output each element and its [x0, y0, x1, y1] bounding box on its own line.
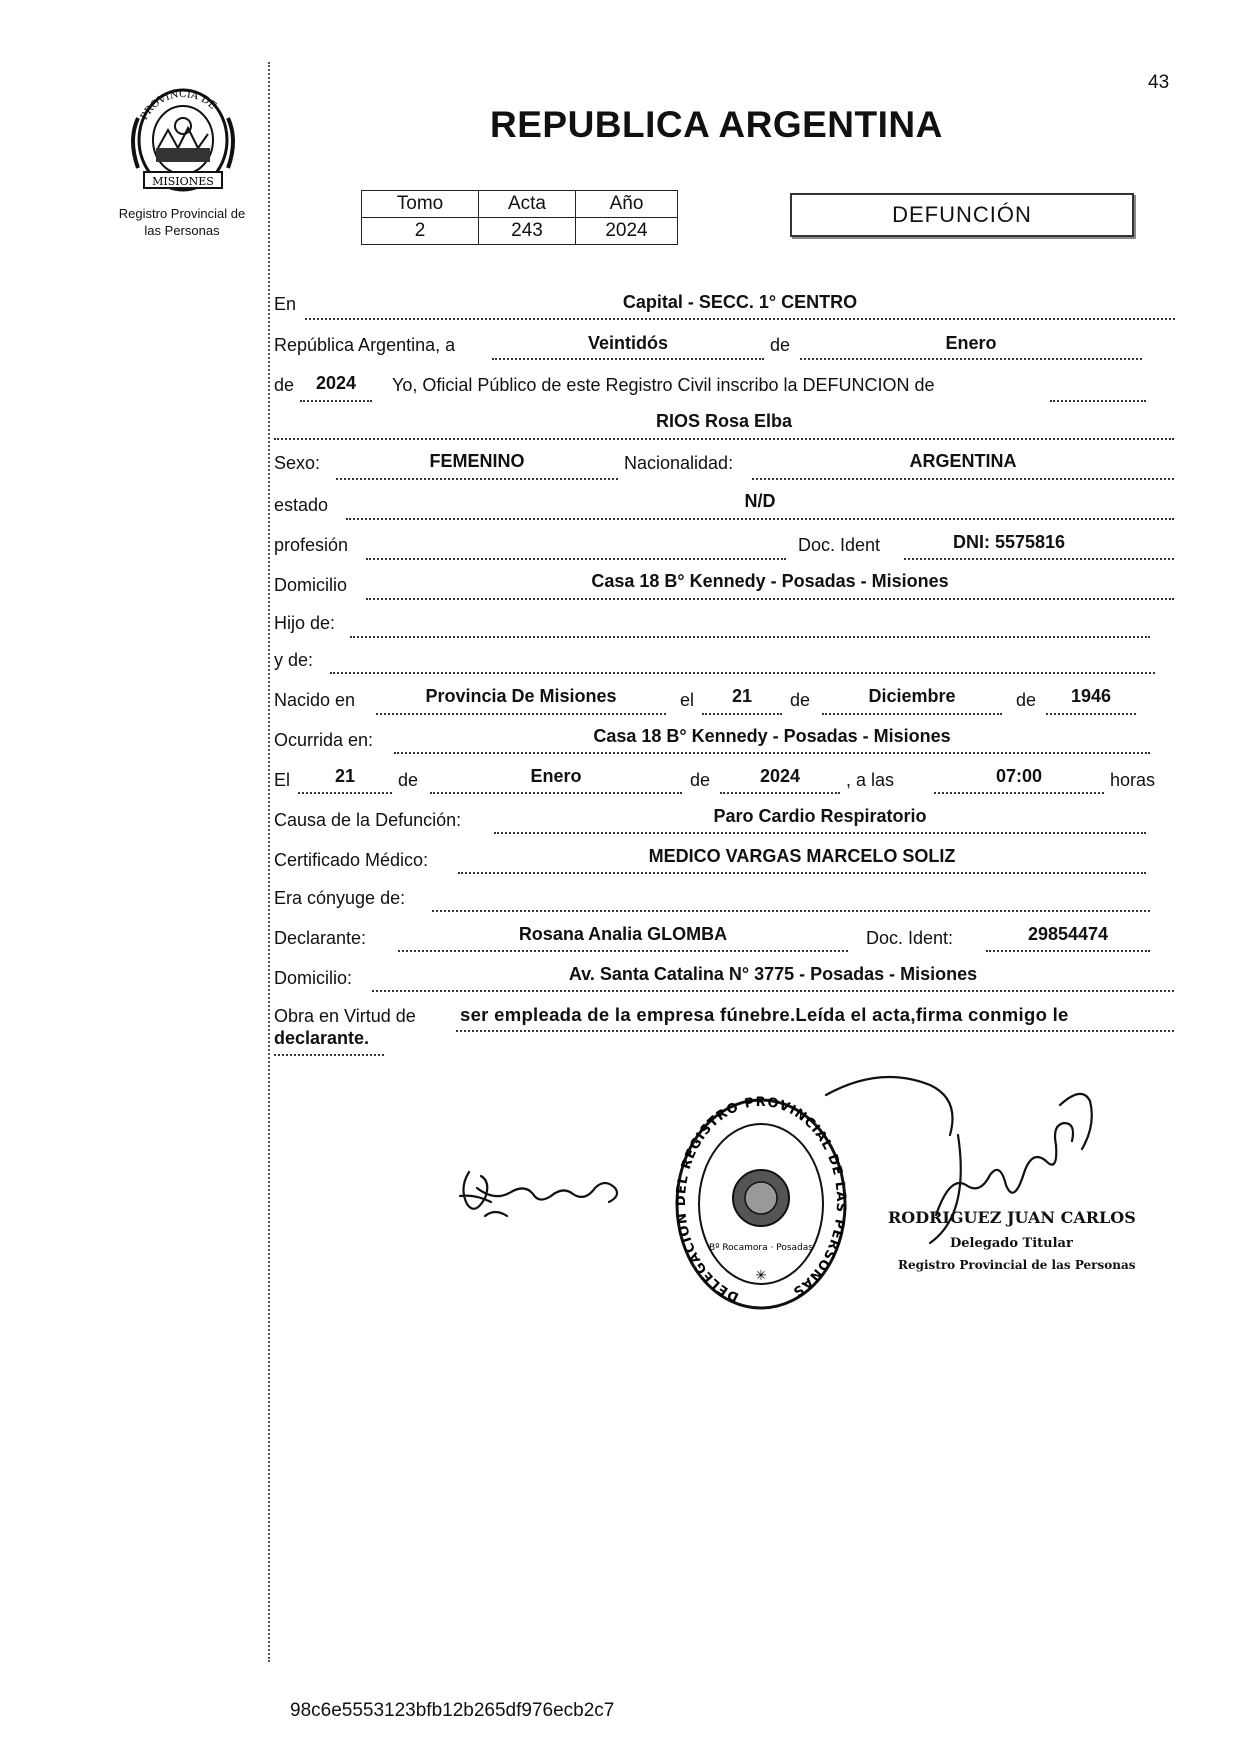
- stamp-star-icon: ✳: [755, 1267, 767, 1283]
- day-line: [492, 358, 764, 360]
- nacido-en-label: Nacido en: [274, 690, 356, 710]
- birth-month-line: [822, 713, 1002, 715]
- obra-line-1: [456, 1030, 1174, 1032]
- declarant-signature-icon: [455, 1158, 635, 1233]
- death-day: 21: [334, 766, 356, 786]
- nacionalidad-value: ARGENTINA: [909, 451, 1017, 471]
- de-birth-year-label: de: [1016, 690, 1037, 710]
- margin-line: [268, 62, 270, 1662]
- declarante-doc-line: [986, 950, 1150, 952]
- death-day-line: [298, 792, 392, 794]
- death-time: 07:00: [995, 766, 1043, 786]
- anio-header: Año: [576, 191, 678, 218]
- nacionalidad-line: [752, 478, 1174, 480]
- nacido-en-value: Provincia De Misiones: [425, 686, 617, 706]
- deceased-name: RIOS Rosa Elba: [655, 411, 793, 431]
- el-cap-label: El: [274, 770, 291, 790]
- sexo-line: [336, 478, 618, 480]
- sexo-label: Sexo:: [274, 453, 321, 473]
- record-kind-box: DEFUNCIÓN: [790, 193, 1134, 237]
- certificado-value: MEDICO VARGAS MARCELO SOLIZ: [648, 846, 956, 866]
- y-de-line: [330, 672, 1155, 674]
- birth-day-line: [702, 713, 782, 715]
- birth-year: 1946: [1070, 686, 1112, 706]
- conyuge-label: Era cónyuge de:: [274, 888, 406, 908]
- birth-month: Diciembre: [868, 686, 956, 706]
- certificado-line: [458, 872, 1146, 874]
- month-line: [800, 358, 1142, 360]
- registry-label: Registro Provincial de las Personas: [118, 206, 246, 238]
- official-name: RODRIGUEZ JUAN CARLOS: [888, 1208, 1136, 1227]
- el-label: el: [680, 690, 695, 710]
- a-las-label: , a las: [846, 770, 895, 790]
- tomo-value: 2: [362, 218, 479, 245]
- causa-line: [494, 832, 1146, 834]
- en-line: [305, 318, 1175, 320]
- anio-value: 2024: [576, 218, 678, 245]
- causa-value: Paro Cardio Respiratorio: [713, 806, 927, 826]
- province-logo-icon: [122, 78, 244, 196]
- republica-label: República Argentina, a: [274, 335, 456, 355]
- obra-label: Obra en Virtud de: [274, 1006, 416, 1026]
- declarante-domicilio-label: Domicilio:: [274, 968, 353, 988]
- death-month: Enero: [530, 766, 582, 786]
- death-month-line: [430, 792, 682, 794]
- declarante-value: Rosana Analia GLOMBA: [518, 924, 728, 944]
- de-year-label: de: [274, 375, 295, 395]
- registration-table: [361, 190, 678, 245]
- de-death-year-label: de: [690, 770, 711, 790]
- ocurrida-label: Ocurrida en:: [274, 730, 374, 750]
- en-label: En: [274, 294, 297, 314]
- doc-ident-line: [904, 558, 1174, 560]
- month-text: Enero: [945, 333, 997, 353]
- nacido-en-line: [376, 713, 666, 715]
- declarante-domicilio-line: [372, 990, 1174, 992]
- tomo-header: Tomo: [362, 191, 479, 218]
- official-office: Registro Provincial de las Personas: [898, 1258, 1136, 1272]
- name-line: [274, 438, 1174, 440]
- declarante-label: Declarante:: [274, 928, 367, 948]
- year-line: [300, 400, 372, 402]
- estado-label: estado: [274, 495, 329, 515]
- en-value: Capital - SECC. 1° CENTRO: [622, 292, 858, 312]
- sexo-value: FEMENINO: [429, 451, 525, 471]
- logo-bottom-text: MISIONES: [152, 175, 214, 188]
- conyuge-line: [432, 910, 1150, 912]
- stamp-ring-text: DELEGACION DEL REGISTRO PROVINCIAL DE LAS PERSONAS: [673, 1094, 849, 1305]
- profesion-line: [366, 558, 786, 560]
- de-birth-month-label: de: [790, 690, 811, 710]
- domicilio-line: [366, 598, 1174, 600]
- domicilio-label: Domicilio: [274, 575, 348, 595]
- acta-header: Acta: [479, 191, 576, 218]
- de-label: de: [770, 335, 791, 355]
- doc-ident-label: Doc. Ident: [798, 535, 881, 555]
- death-time-line: [934, 792, 1104, 794]
- obra-value-line1: ser empleada de la empresa fúnebre.Leída el acta,firma conmigo le: [460, 1004, 1069, 1025]
- estado-value: N/D: [744, 491, 776, 511]
- logo-top-text: PROVINCIA DE: [138, 88, 219, 122]
- stamp-inner-text: Bº Rocamora · Posadas: [709, 1243, 813, 1253]
- declarante-doc-value: 29854474: [1027, 924, 1109, 944]
- causa-label: Causa de la Defunción:: [274, 810, 462, 830]
- nacionalidad-label: Nacionalidad:: [624, 453, 734, 473]
- death-year-line: [720, 792, 840, 794]
- official-role: Delegado Titular: [950, 1236, 1073, 1251]
- obra-line-2: [274, 1054, 384, 1056]
- hijo-de-label: Hijo de:: [274, 613, 336, 633]
- declarante-doc-label: Doc. Ident:: [866, 928, 954, 948]
- acta-value: 243: [479, 218, 576, 245]
- doc-ident-value: DNI: 5575816: [952, 532, 1066, 552]
- ocurrida-value: Casa 18 B° Kennedy - Posadas - Misiones: [593, 726, 951, 746]
- inscribe-text: Yo, Oficial Público de este Registro Civil inscribo la DEFUNCION de: [392, 375, 935, 395]
- death-year: 2024: [759, 766, 801, 786]
- birth-year-line: [1046, 713, 1136, 715]
- registration-header-row: [362, 191, 678, 218]
- obra-value-line2: declarante.: [274, 1028, 370, 1048]
- birth-day: 21: [731, 686, 753, 706]
- domicilio-value: Casa 18 B° Kennedy - Posadas - Misiones: [591, 571, 949, 591]
- estado-line: [346, 518, 1174, 520]
- y-de-label: y de:: [274, 650, 314, 670]
- year-value: 2024: [315, 373, 357, 393]
- document-hash: 98c6e5553123bfb12b265df976ecb2c7: [290, 1700, 615, 1721]
- inscribe-line: [1050, 400, 1146, 402]
- de-death-month-label: de: [398, 770, 419, 790]
- hijo-de-line: [350, 636, 1150, 638]
- profesion-label: profesión: [274, 535, 349, 555]
- declarante-domicilio-value: Av. Santa Catalina N° 3775 - Posadas - Misiones: [568, 964, 978, 984]
- declarante-line: [398, 950, 848, 952]
- page-number: 43: [1148, 72, 1170, 93]
- certificado-label: Certificado Médico:: [274, 850, 429, 870]
- ocurrida-line: [394, 752, 1150, 754]
- day-text: Veintidós: [587, 333, 668, 353]
- document-title: REPUBLICA ARGENTINA: [490, 104, 943, 145]
- horas-label: horas: [1110, 770, 1156, 790]
- registration-value-row: [362, 218, 678, 245]
